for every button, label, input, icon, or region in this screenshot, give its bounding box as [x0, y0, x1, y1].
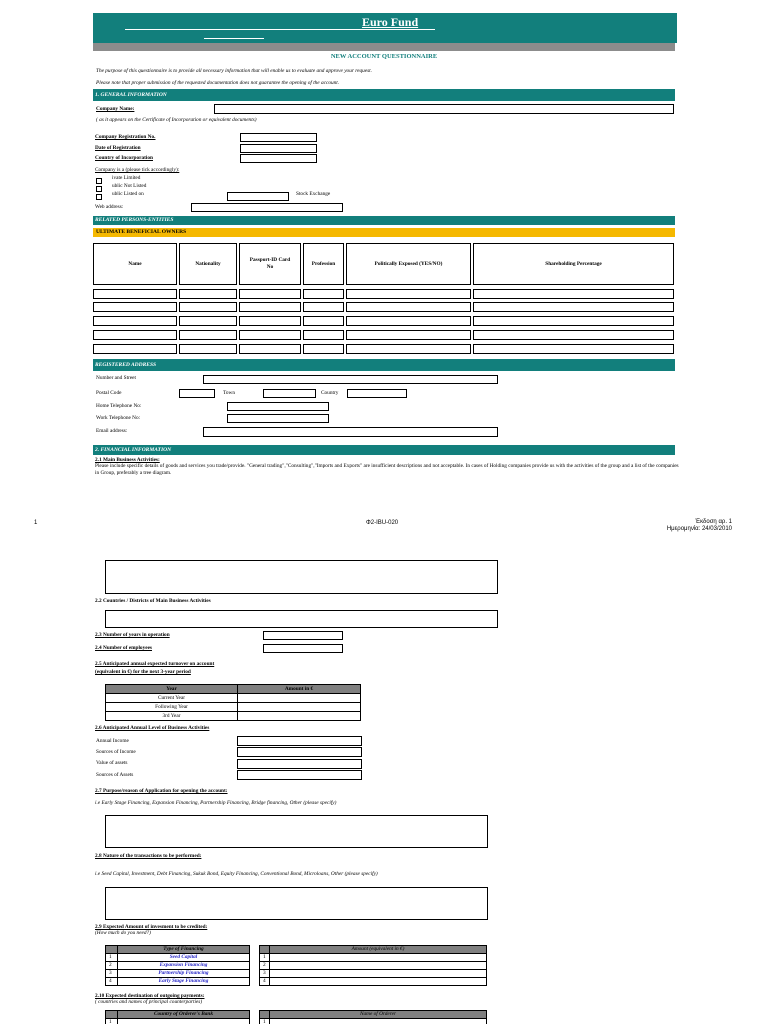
year-current: Current Year — [106, 694, 238, 703]
country-incorporation-label: Country of Incorporation — [95, 155, 153, 161]
public-listed-label: ublic Listed on — [112, 191, 144, 197]
col-header-name-text: Name — [128, 260, 142, 267]
col-header-shareholding-text: Shareholding Percentage — [545, 260, 602, 267]
financing-row-num2: 3 — [260, 970, 270, 978]
ubo-row-3-cell-2[interactable] — [179, 316, 237, 326]
purpose-note: i.e Early Stage Financing, Expansion Financing, Partnership Financing, Bridge financing, Other (please specify) — [95, 800, 337, 806]
header-gray-bar — [93, 43, 675, 51]
section-related-persons: RELATED PERSONS-ENTITIES — [93, 216, 675, 225]
bank-row-num: 1 — [106, 1019, 118, 1024]
edition-number: Έκδοση αρ. 1 — [695, 519, 732, 525]
ubo-row-4-cell-3[interactable] — [239, 330, 301, 340]
postal-code-field[interactable] — [179, 389, 215, 398]
col-header-pep — [346, 243, 471, 285]
country-label: Country — [321, 390, 339, 396]
company-type-label: Company is a (please tick accordingly): — [95, 167, 180, 173]
business-activities-level-label: 2.6 Anticipated Annual Level of Business Activities — [95, 725, 210, 731]
postal-code-label: Postal Code — [96, 390, 122, 396]
ubo-row-1-cell-2[interactable] — [179, 289, 237, 299]
ubo-row-4-cell-1[interactable] — [93, 330, 177, 340]
financing-gap — [250, 954, 260, 962]
home-phone-field[interactable] — [227, 402, 329, 411]
intro-text-2: Please note that proper submission of the requested documentation does not guarantee the opening of the account. — [96, 80, 340, 86]
main-business-activities-field[interactable] — [105, 560, 498, 594]
ubo-row-2-cell-2[interactable] — [179, 302, 237, 312]
ubo-row-5-cell-4[interactable] — [303, 344, 344, 354]
registration-no-field[interactable] — [240, 133, 317, 142]
ubo-row-5-cell-1[interactable] — [93, 344, 177, 354]
financing-num-header — [106, 946, 118, 954]
col-header-passport-text: Passport-ID Card No — [249, 257, 291, 270]
work-phone-label: Work Telephone No: — [96, 415, 141, 421]
financing-amount-field[interactable] — [270, 970, 487, 978]
town-label: Town — [223, 390, 235, 396]
form-code: Φ2-IBU-020 — [366, 520, 399, 526]
financing-gap — [250, 970, 260, 978]
ubo-row-1-cell-5[interactable] — [346, 289, 471, 299]
amount-header: Amount in € — [238, 685, 361, 694]
stock-exchange-label: Stock Exchange — [296, 191, 331, 197]
col-header-nationality-text: Nationality — [195, 260, 221, 267]
value-assets-field[interactable] — [237, 759, 362, 769]
orderer-header: Name of Orderer — [270, 1011, 487, 1019]
ubo-row-5-cell-6[interactable] — [473, 344, 674, 354]
turnover-label: 2.5 Anticipated annual expected turnover on account — [95, 661, 215, 667]
bank-num-header — [106, 1011, 118, 1019]
country-field[interactable] — [347, 389, 407, 398]
transactions-nature-field[interactable] — [105, 887, 488, 920]
countries-districts-field[interactable] — [105, 610, 498, 628]
bank-row-num2: 1 — [260, 1019, 270, 1024]
ubo-row-3-cell-1[interactable] — [93, 316, 177, 326]
ubo-row-4-cell-2[interactable] — [179, 330, 237, 340]
public-listed-checkbox[interactable] — [96, 194, 102, 200]
intro-text-1: The purpose of this questionnaire is to provide all necessary information that will enable us to evaluate and approve your request. — [96, 68, 372, 74]
financing-type: Expansion Financing — [118, 962, 250, 970]
brand-underline-1 — [125, 29, 435, 30]
financing-amount-field[interactable] — [270, 978, 487, 986]
financing-row — [106, 970, 487, 978]
ubo-row-2-cell-6[interactable] — [473, 302, 674, 312]
outgoing-payments-note: ( countries and names of principal counterparties) — [95, 999, 203, 1005]
sources-assets-label: Sources of Assets — [96, 772, 134, 778]
section-general-information: 1. GENERAL INFORMATION — [93, 89, 675, 101]
financing-row — [106, 962, 487, 970]
amount-third-field[interactable] — [238, 712, 361, 721]
financing-type: Early Stage Financing — [118, 978, 250, 986]
employees-field[interactable] — [263, 644, 343, 653]
col-header-nationality — [179, 243, 237, 285]
ubo-row-3-cell-3[interactable] — [239, 316, 301, 326]
countries-districts-label: 2.2 Countries / Districts of Main Business Activities — [95, 598, 211, 604]
sources-assets-field[interactable] — [237, 770, 362, 780]
col-header-passport — [239, 243, 301, 285]
ubo-row-3-cell-6[interactable] — [473, 316, 674, 326]
financing-row-num2: 4 — [260, 978, 270, 986]
financing-row-num: 4 — [106, 978, 118, 986]
col-header-pep-text: Politically Exposed (YES/NO) — [374, 260, 443, 267]
financing-num2-header — [260, 946, 270, 954]
financing-amount-field[interactable] — [270, 962, 487, 970]
brand-name: Euro Fund — [362, 15, 419, 29]
financing-table — [105, 945, 487, 986]
page-title: NEW ACCOUNT QUESTIONNAIRE — [330, 53, 438, 60]
year-following: Following Year — [106, 703, 238, 712]
financing-row-num2: 2 — [260, 962, 270, 970]
bank-country-header: Country of Orderer's Bank — [118, 1011, 250, 1019]
ubo-row-1-cell-3[interactable] — [239, 289, 301, 299]
page-number: 1 — [34, 520, 38, 526]
ubo-row-2-cell-3[interactable] — [239, 302, 301, 312]
financing-type: Partnership Financing — [118, 970, 250, 978]
brand-underline-2 — [204, 38, 264, 39]
bank-gap-header — [250, 1011, 260, 1019]
orderer-field[interactable] — [270, 1019, 487, 1024]
registration-date-label: Date of Registration — [95, 145, 141, 151]
ubo-row-2-cell-4[interactable] — [303, 302, 344, 312]
ubo-row-4-cell-5[interactable] — [346, 330, 471, 340]
ubo-row-5-cell-2[interactable] — [179, 344, 237, 354]
private-limited-checkbox[interactable] — [96, 178, 102, 184]
col-header-name — [93, 243, 177, 285]
value-assets-label: Value of assets — [96, 760, 128, 766]
company-name-note: ( as it appears on the Certificate of Incorporation or equivalent documents) — [96, 117, 257, 123]
col-header-profession-text: Profession — [311, 260, 336, 267]
purpose-label: 2.7 Purpose/reason of Application for opening the account: — [95, 788, 228, 794]
years-operation-field[interactable] — [263, 631, 343, 640]
bank-gap — [250, 1019, 260, 1024]
turnover-label-2: (equivalent in €) for the next 3-year period — [95, 669, 191, 675]
section-registered-address: REGISTERED ADDRESS — [93, 359, 675, 371]
main-business-activities-label: 2.1 Main Business Activities: — [95, 457, 160, 463]
ubo-header: ULTIMATE BENEFICIAL OWNERS — [93, 228, 675, 237]
company-name-label: Company Name: — [96, 106, 135, 112]
registration-no-label: Company Registration No. — [95, 134, 156, 140]
col-header-shareholding — [473, 243, 674, 285]
street-field[interactable] — [203, 375, 498, 384]
year-header: Year — [106, 685, 238, 694]
private-limited-label: ivate Limited — [112, 175, 141, 181]
main-business-activities-text: Please include specific details of goods and services you trade/provide. "General trading","Consulting","Imports and Exports" are insufficient descriptions and not acceptable. In cases of Holding companies provide us with the activities of the group and a list of the companies in Group, preferably a tree diagram. — [95, 463, 679, 476]
year-third: 3rd Year — [106, 712, 238, 721]
employees-label: 2.4 Number of employees — [95, 645, 152, 651]
transactions-nature-label: 2.8 Nature of the transactions to be performed: — [95, 853, 202, 859]
public-not-listed-checkbox[interactable] — [96, 186, 102, 192]
ubo-row-1-cell-4[interactable] — [303, 289, 344, 299]
financing-gap-header — [250, 946, 260, 954]
purpose-field[interactable] — [105, 815, 488, 848]
financing-amount-field[interactable] — [270, 954, 487, 962]
financing-row — [106, 954, 487, 962]
financing-row-num: 3 — [106, 970, 118, 978]
turnover-table — [105, 684, 361, 721]
street-label: Number and Street — [96, 375, 137, 381]
ubo-row-2-cell-1[interactable] — [93, 302, 177, 312]
web-address-field[interactable] — [191, 203, 343, 212]
edition-date: Ημερομηνία: 24/03/2010 — [666, 526, 732, 532]
amount-current-field[interactable] — [238, 694, 361, 703]
annual-income-label: Annual Income — [96, 738, 129, 744]
ubo-row-4-cell-4[interactable] — [303, 330, 344, 340]
ubo-row-4-cell-6[interactable] — [473, 330, 674, 340]
ubo-row-2-cell-5[interactable] — [346, 302, 471, 312]
ubo-row-5-cell-3[interactable] — [239, 344, 301, 354]
financing-gap — [250, 978, 260, 986]
investment-amount-label: 2.9 Expected Amount of invesment to be credited: — [95, 924, 208, 930]
col-header-profession — [303, 243, 344, 285]
bank-num2-header — [260, 1011, 270, 1019]
home-phone-label: Home Telephone No: — [96, 403, 142, 409]
country-incorporation-field[interactable] — [240, 154, 317, 163]
public-not-listed-label: ublic Not Listed — [112, 183, 147, 189]
town-field[interactable] — [263, 389, 316, 398]
years-operation-label: 2.3 Number of years in operation — [95, 632, 170, 638]
stock-exchange-field[interactable] — [227, 192, 289, 201]
outgoing-payments-label: 2.10 Expected destination of outgoing payments: — [95, 993, 205, 999]
email-field[interactable] — [203, 427, 498, 437]
financing-type-header: Type of Financing — [118, 946, 250, 954]
ubo-row-3-cell-5[interactable] — [346, 316, 471, 326]
financing-row-num: 2 — [106, 962, 118, 970]
ubo-row-1-cell-6[interactable] — [473, 289, 674, 299]
financing-row — [106, 978, 487, 986]
email-label: Email address: — [96, 428, 128, 434]
financing-gap — [250, 962, 260, 970]
web-address-label: Web address: — [95, 204, 124, 210]
section-financial-information: 2. FINANCIAL INFORMATION — [93, 445, 675, 455]
outgoing-table — [105, 1010, 487, 1024]
annual-income-field[interactable] — [237, 736, 362, 746]
financing-amount-header: Amount (equivalent in €) — [270, 946, 487, 954]
bank-country-field[interactable] — [118, 1019, 250, 1024]
financing-row-num: 1 — [106, 954, 118, 962]
ubo-row-1-cell-1[interactable] — [93, 289, 177, 299]
sources-income-field[interactable] — [237, 747, 362, 757]
financing-type: Seed Capital — [118, 954, 250, 962]
financing-row-num2: 1 — [260, 954, 270, 962]
company-name-field[interactable] — [214, 104, 674, 114]
investment-amount-note: (How much do you need?) — [95, 930, 151, 936]
work-phone-field[interactable] — [227, 414, 329, 423]
transactions-nature-note: i.e Seed Capital, Investment, Debt Financing, Sukuk Bond, Equity Financing, Conventional Bond, Microloans, Other (please specify) — [95, 871, 378, 877]
ubo-row-5-cell-5[interactable] — [346, 344, 471, 354]
amount-following-field[interactable] — [238, 703, 361, 712]
sources-income-label: Sources of Income — [96, 749, 136, 755]
ubo-row-3-cell-4[interactable] — [303, 316, 344, 326]
registration-date-field[interactable] — [240, 144, 317, 153]
